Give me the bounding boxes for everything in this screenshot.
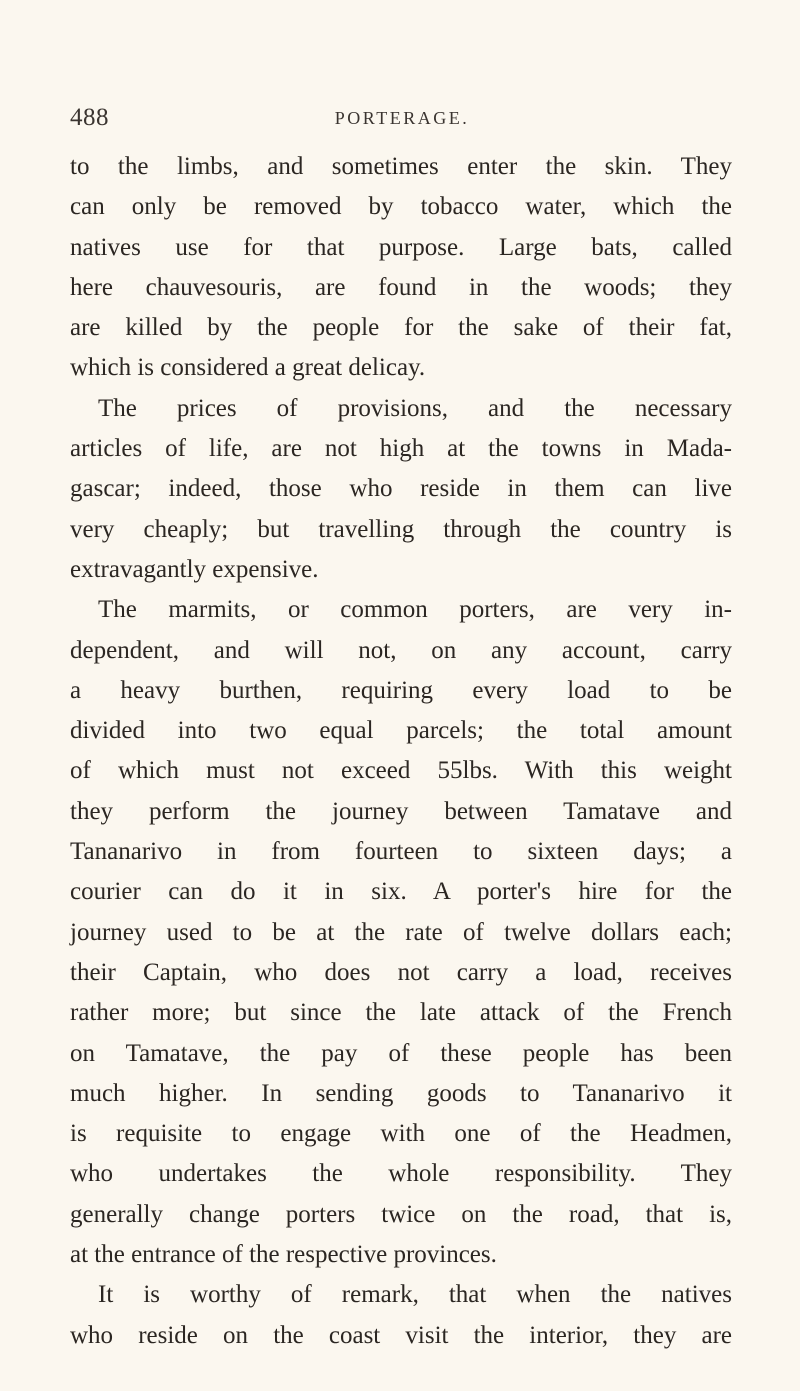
text-line: generally change porters twice on the road, that is, <box>70 1200 732 1228</box>
text-line: rather more; but since the late attack of the French <box>70 999 732 1027</box>
page-header <box>70 104 734 136</box>
text-line: who undertakes the whole responsibility. They <box>70 1160 732 1188</box>
running-head: PORTERAGE. <box>334 108 470 128</box>
text-line: natives use for that purpose. Large bats, called <box>70 233 732 261</box>
text-line: here chauvesouris, are found in the woods; they <box>70 273 732 301</box>
text-line: is requisite to engage with one of the Headmen, <box>70 1120 732 1148</box>
text-line: at the entrance of the respective provinces. <box>70 1241 497 1269</box>
text-line: can only be removed by tobacco water, which the <box>70 193 732 221</box>
text-line: dependent, and will not, on any account, carry <box>70 636 732 664</box>
text-line: they perform the journey between Tamatave and <box>70 797 732 825</box>
text-line: of which must not exceed 55lbs. With this weight <box>70 757 732 785</box>
text-line: extravagantly expensive. <box>70 555 319 583</box>
text-line: very cheaply; but travelling through the country is <box>70 515 732 543</box>
text-line: journey used to be at the rate of twelve dollars each; <box>70 918 732 946</box>
paragraph-start-line: The prices of provisions, and the necessary <box>98 394 732 422</box>
text-line: are killed by the people for the sake of their fat, <box>70 314 732 342</box>
page-number: 488 <box>70 104 109 131</box>
text-line: to the limbs, and sometimes enter the skin. They <box>70 153 732 180</box>
text-line: who reside on the coast visit the interior, they are <box>70 1321 732 1349</box>
text-line: Tananarivo in from fourteen to sixteen days; a <box>70 838 732 866</box>
text-line: courier can do it in six. A porter's hire for the <box>70 878 732 906</box>
paragraph-start-line: It is worthy of remark, that when the natives <box>98 1281 732 1309</box>
text-line: which is considered a great delicay. <box>70 354 426 382</box>
text-line: divided into two equal parcels; the total amount <box>70 717 732 745</box>
text-line: on Tamatave, the pay of these people has been <box>70 1039 732 1067</box>
text-line: much higher. In sending goods to Tananarivo it <box>70 1079 732 1107</box>
text-line: gascar; indeed, those who reside in them can live <box>70 475 732 503</box>
body-text <box>70 147 732 1356</box>
paragraph-start-line: The marmits, or common porters, are very in- <box>98 596 732 624</box>
text-line: a heavy burthen, requiring every load to be <box>70 676 732 704</box>
text-line: their Captain, who does not carry a load, receives <box>70 958 732 986</box>
text-line: articles of life, are not high at the towns in Mada- <box>70 435 732 463</box>
